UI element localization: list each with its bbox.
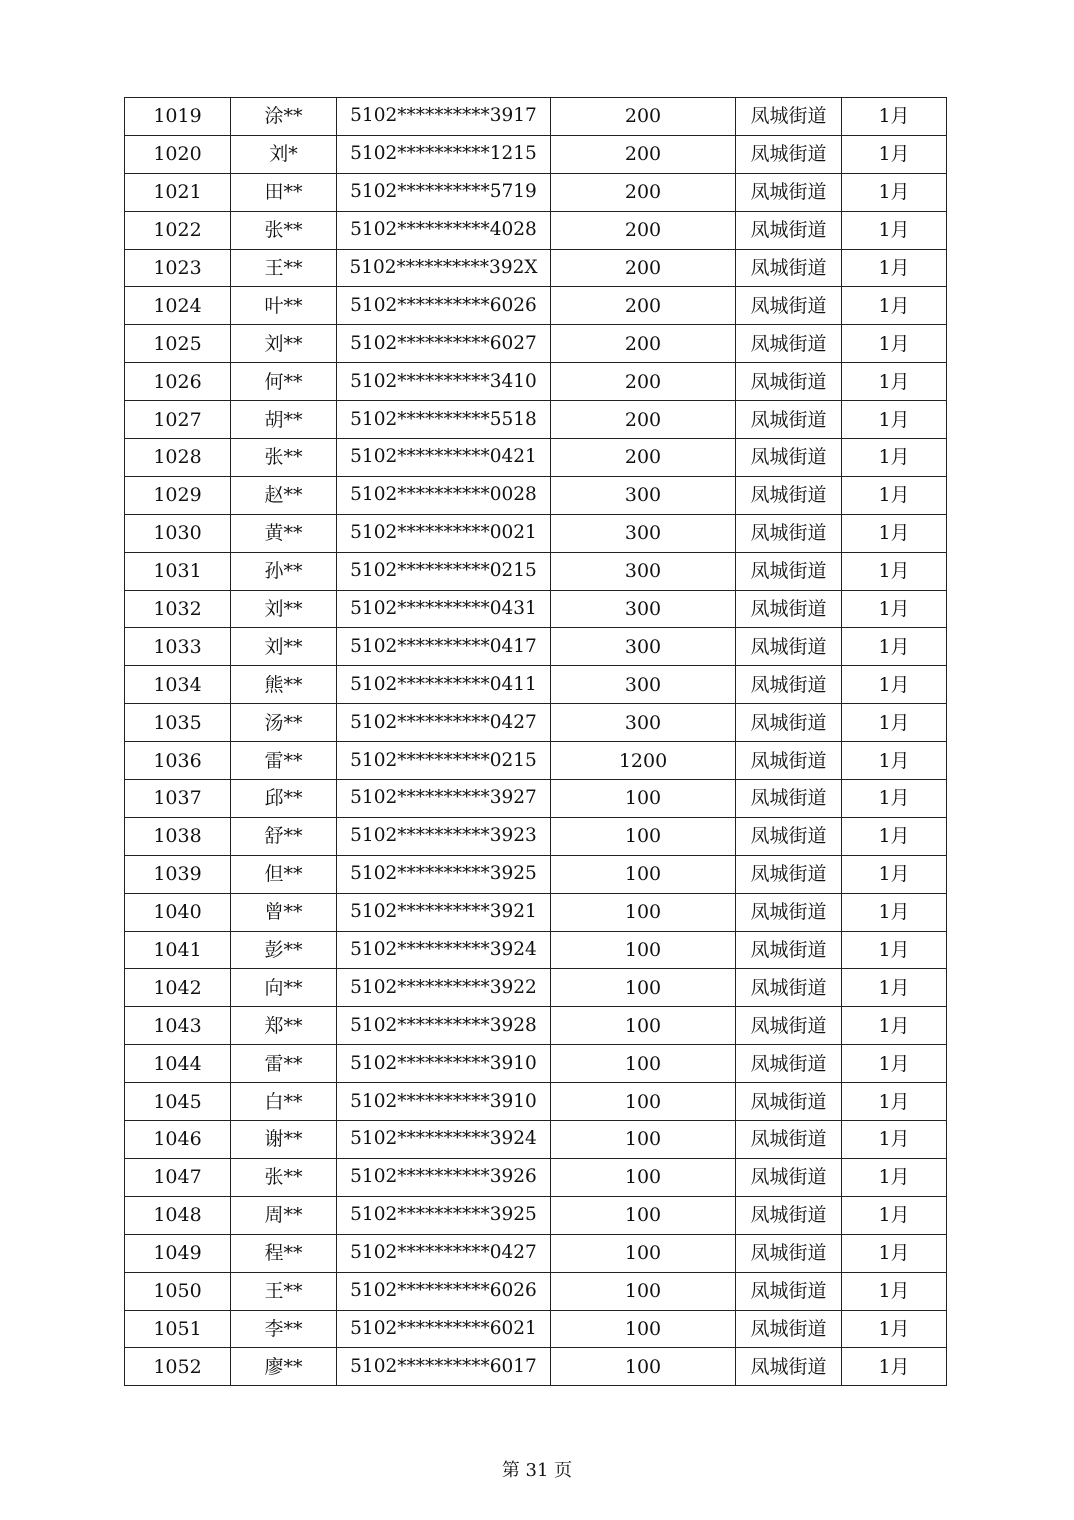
cell-id-number: 5102**********6021 (337, 1310, 551, 1348)
cell-month: 1月 (842, 476, 947, 514)
cell-number: 1046 (125, 1121, 231, 1159)
cell-number: 1037 (125, 780, 231, 818)
table-row (125, 855, 947, 893)
cell-street: 凤城街道 (736, 1045, 842, 1083)
table-row (125, 439, 947, 477)
subsidy-table (124, 97, 947, 1386)
cell-month: 1月 (842, 855, 947, 893)
cell-amount: 100 (551, 855, 736, 893)
cell-amount: 100 (551, 1007, 736, 1045)
cell-amount: 100 (551, 893, 736, 931)
cell-id-number: 5102**********3928 (337, 1007, 551, 1045)
cell-id-number: 5102**********0215 (337, 552, 551, 590)
cell-month: 1月 (842, 552, 947, 590)
cell-amount: 200 (551, 211, 736, 249)
cell-amount: 200 (551, 173, 736, 211)
table-row (125, 817, 947, 855)
cell-street: 凤城街道 (736, 931, 842, 969)
cell-name: 向** (231, 969, 337, 1007)
table-row (125, 1083, 947, 1121)
cell-number: 1033 (125, 628, 231, 666)
cell-name: 廖** (231, 1348, 337, 1386)
cell-number: 1029 (125, 476, 231, 514)
cell-street: 凤城街道 (736, 98, 842, 136)
cell-name: 刘** (231, 325, 337, 363)
cell-name: 熊** (231, 666, 337, 704)
cell-id-number: 5102**********6017 (337, 1348, 551, 1386)
cell-name: 叶** (231, 287, 337, 325)
cell-number: 1038 (125, 817, 231, 855)
cell-name: 雷** (231, 742, 337, 780)
table-row (125, 1348, 947, 1386)
cell-amount: 100 (551, 969, 736, 1007)
cell-number: 1023 (125, 249, 231, 287)
cell-id-number: 5102**********3910 (337, 1083, 551, 1121)
cell-month: 1月 (842, 249, 947, 287)
cell-amount: 300 (551, 590, 736, 628)
cell-name: 何** (231, 363, 337, 401)
table-row (125, 135, 947, 173)
cell-month: 1月 (842, 135, 947, 173)
cell-street: 凤城街道 (736, 817, 842, 855)
cell-id-number: 5102**********3921 (337, 893, 551, 931)
cell-month: 1月 (842, 173, 947, 211)
cell-month: 1月 (842, 287, 947, 325)
cell-id-number: 5102**********3925 (337, 1196, 551, 1234)
cell-id-number: 5102**********3917 (337, 98, 551, 136)
cell-amount: 200 (551, 401, 736, 439)
cell-number: 1026 (125, 363, 231, 401)
cell-id-number: 5102**********6026 (337, 287, 551, 325)
cell-amount: 300 (551, 476, 736, 514)
table-row (125, 1196, 947, 1234)
cell-month: 1月 (842, 363, 947, 401)
cell-number: 1021 (125, 173, 231, 211)
cell-name: 王** (231, 249, 337, 287)
cell-street: 凤城街道 (736, 1196, 842, 1234)
cell-name: 舒** (231, 817, 337, 855)
cell-amount: 100 (551, 817, 736, 855)
cell-id-number: 5102**********5719 (337, 173, 551, 211)
cell-number: 1051 (125, 1310, 231, 1348)
cell-name: 张** (231, 211, 337, 249)
cell-street: 凤城街道 (736, 1272, 842, 1310)
cell-street: 凤城街道 (736, 855, 842, 893)
cell-number: 1036 (125, 742, 231, 780)
cell-number: 1048 (125, 1196, 231, 1234)
cell-number: 1041 (125, 931, 231, 969)
cell-month: 1月 (842, 893, 947, 931)
cell-street: 凤城街道 (736, 742, 842, 780)
table-row (125, 325, 947, 363)
cell-name: 彭** (231, 931, 337, 969)
cell-number: 1025 (125, 325, 231, 363)
cell-number: 1032 (125, 590, 231, 628)
cell-street: 凤城街道 (736, 628, 842, 666)
cell-id-number: 5102**********0021 (337, 514, 551, 552)
cell-month: 1月 (842, 514, 947, 552)
table-row (125, 1158, 947, 1196)
cell-name: 王** (231, 1272, 337, 1310)
cell-month: 1月 (842, 666, 947, 704)
cell-id-number: 5102**********3926 (337, 1158, 551, 1196)
cell-amount: 200 (551, 325, 736, 363)
cell-id-number: 5102**********4028 (337, 211, 551, 249)
cell-id-number: 5102**********6026 (337, 1272, 551, 1310)
cell-name: 但** (231, 855, 337, 893)
cell-amount: 200 (551, 249, 736, 287)
cell-amount: 300 (551, 704, 736, 742)
cell-street: 凤城街道 (736, 325, 842, 363)
cell-street: 凤城街道 (736, 439, 842, 477)
cell-street: 凤城街道 (736, 401, 842, 439)
cell-id-number: 5102**********5518 (337, 401, 551, 439)
table-row (125, 287, 947, 325)
cell-number: 1022 (125, 211, 231, 249)
cell-id-number: 5102**********392X (337, 249, 551, 287)
cell-number: 1052 (125, 1348, 231, 1386)
table-row (125, 666, 947, 704)
cell-id-number: 5102**********0421 (337, 439, 551, 477)
cell-month: 1月 (842, 1083, 947, 1121)
cell-street: 凤城街道 (736, 552, 842, 590)
cell-name: 刘** (231, 590, 337, 628)
cell-amount: 100 (551, 1348, 736, 1386)
cell-id-number: 5102**********3410 (337, 363, 551, 401)
cell-street: 凤城街道 (736, 1310, 842, 1348)
cell-amount: 300 (551, 514, 736, 552)
table-row (125, 514, 947, 552)
cell-number: 1035 (125, 704, 231, 742)
cell-number: 1039 (125, 855, 231, 893)
cell-street: 凤城街道 (736, 135, 842, 173)
cell-name: 田** (231, 173, 337, 211)
cell-number: 1020 (125, 135, 231, 173)
cell-street: 凤城街道 (736, 780, 842, 818)
cell-street: 凤城街道 (736, 969, 842, 1007)
cell-name: 张** (231, 439, 337, 477)
cell-amount: 300 (551, 552, 736, 590)
cell-street: 凤城街道 (736, 1348, 842, 1386)
cell-name: 邱** (231, 780, 337, 818)
cell-name: 周** (231, 1196, 337, 1234)
cell-name: 汤** (231, 704, 337, 742)
table-row (125, 780, 947, 818)
cell-amount: 100 (551, 1310, 736, 1348)
cell-id-number: 5102**********0028 (337, 476, 551, 514)
cell-name: 黄** (231, 514, 337, 552)
cell-month: 1月 (842, 628, 947, 666)
table-row (125, 1121, 947, 1159)
cell-amount: 200 (551, 135, 736, 173)
table-row (125, 552, 947, 590)
cell-amount: 300 (551, 666, 736, 704)
cell-street: 凤城街道 (736, 1083, 842, 1121)
cell-id-number: 5102**********0411 (337, 666, 551, 704)
table-row (125, 1272, 947, 1310)
cell-number: 1050 (125, 1272, 231, 1310)
cell-name: 李** (231, 1310, 337, 1348)
table-row (125, 1045, 947, 1083)
table-row (125, 476, 947, 514)
cell-street: 凤城街道 (736, 249, 842, 287)
table-row (125, 249, 947, 287)
cell-month: 1月 (842, 1158, 947, 1196)
cell-name: 雷** (231, 1045, 337, 1083)
cell-amount: 200 (551, 287, 736, 325)
cell-month: 1月 (842, 211, 947, 249)
table-body (125, 98, 947, 1386)
cell-amount: 100 (551, 1121, 736, 1159)
cell-number: 1031 (125, 552, 231, 590)
cell-id-number: 5102**********3910 (337, 1045, 551, 1083)
cell-month: 1月 (842, 704, 947, 742)
table-row (125, 363, 947, 401)
cell-month: 1月 (842, 401, 947, 439)
cell-number: 1030 (125, 514, 231, 552)
cell-id-number: 5102**********0427 (337, 1234, 551, 1272)
cell-amount: 200 (551, 98, 736, 136)
cell-street: 凤城街道 (736, 1007, 842, 1045)
cell-number: 1028 (125, 439, 231, 477)
cell-month: 1月 (842, 1007, 947, 1045)
table-row (125, 98, 947, 136)
cell-amount: 100 (551, 1234, 736, 1272)
cell-id-number: 5102**********3925 (337, 855, 551, 893)
cell-name: 孙** (231, 552, 337, 590)
cell-street: 凤城街道 (736, 173, 842, 211)
table-row (125, 931, 947, 969)
table-row (125, 590, 947, 628)
cell-id-number: 5102**********3927 (337, 780, 551, 818)
cell-month: 1月 (842, 439, 947, 477)
cell-amount: 100 (551, 1158, 736, 1196)
table-row (125, 742, 947, 780)
subsidy-table-container (124, 97, 947, 1386)
cell-name: 张** (231, 1158, 337, 1196)
cell-id-number: 5102**********0431 (337, 590, 551, 628)
cell-id-number: 5102**********0215 (337, 742, 551, 780)
cell-amount: 1200 (551, 742, 736, 780)
cell-name: 胡** (231, 401, 337, 439)
table-row (125, 704, 947, 742)
table-row (125, 401, 947, 439)
cell-id-number: 5102**********0417 (337, 628, 551, 666)
cell-street: 凤城街道 (736, 211, 842, 249)
cell-street: 凤城街道 (736, 893, 842, 931)
cell-name: 程** (231, 1234, 337, 1272)
table-row (125, 1310, 947, 1348)
table-row (125, 969, 947, 1007)
cell-amount: 200 (551, 439, 736, 477)
cell-number: 1043 (125, 1007, 231, 1045)
cell-amount: 100 (551, 1083, 736, 1121)
cell-number: 1044 (125, 1045, 231, 1083)
cell-street: 凤城街道 (736, 1234, 842, 1272)
cell-month: 1月 (842, 817, 947, 855)
cell-number: 1034 (125, 666, 231, 704)
cell-amount: 100 (551, 1196, 736, 1234)
cell-month: 1月 (842, 1121, 947, 1159)
cell-amount: 100 (551, 1045, 736, 1083)
table-row (125, 173, 947, 211)
cell-street: 凤城街道 (736, 590, 842, 628)
table-row (125, 628, 947, 666)
cell-month: 1月 (842, 1310, 947, 1348)
cell-amount: 100 (551, 1272, 736, 1310)
cell-name: 赵** (231, 476, 337, 514)
cell-number: 1040 (125, 893, 231, 931)
cell-street: 凤城街道 (736, 666, 842, 704)
cell-street: 凤城街道 (736, 704, 842, 742)
cell-street: 凤城街道 (736, 363, 842, 401)
cell-id-number: 5102**********3924 (337, 931, 551, 969)
cell-amount: 200 (551, 363, 736, 401)
cell-month: 1月 (842, 742, 947, 780)
table-row (125, 1234, 947, 1272)
table-row (125, 211, 947, 249)
cell-number: 1042 (125, 969, 231, 1007)
cell-name: 涂** (231, 98, 337, 136)
cell-month: 1月 (842, 1272, 947, 1310)
cell-street: 凤城街道 (736, 1121, 842, 1159)
cell-month: 1月 (842, 1234, 947, 1272)
cell-month: 1月 (842, 325, 947, 363)
table-row (125, 1007, 947, 1045)
cell-id-number: 5102**********3923 (337, 817, 551, 855)
cell-id-number: 5102**********6027 (337, 325, 551, 363)
page-number: 第 31 页 (501, 1460, 573, 1481)
cell-month: 1月 (842, 1196, 947, 1234)
cell-month: 1月 (842, 1348, 947, 1386)
cell-street: 凤城街道 (736, 287, 842, 325)
cell-street: 凤城街道 (736, 476, 842, 514)
cell-id-number: 5102**********3922 (337, 969, 551, 1007)
cell-month: 1月 (842, 98, 947, 136)
cell-number: 1019 (125, 98, 231, 136)
cell-street: 凤城街道 (736, 1158, 842, 1196)
cell-amount: 100 (551, 780, 736, 818)
cell-month: 1月 (842, 931, 947, 969)
cell-name: 刘* (231, 135, 337, 173)
cell-number: 1047 (125, 1158, 231, 1196)
cell-number: 1045 (125, 1083, 231, 1121)
cell-id-number: 5102**********0427 (337, 704, 551, 742)
cell-street: 凤城街道 (736, 514, 842, 552)
cell-month: 1月 (842, 780, 947, 818)
cell-name: 郑** (231, 1007, 337, 1045)
cell-id-number: 5102**********3924 (337, 1121, 551, 1159)
cell-name: 谢** (231, 1121, 337, 1159)
cell-id-number: 5102**********1215 (337, 135, 551, 173)
cell-amount: 100 (551, 931, 736, 969)
cell-month: 1月 (842, 969, 947, 1007)
cell-number: 1027 (125, 401, 231, 439)
cell-month: 1月 (842, 590, 947, 628)
cell-name: 白** (231, 1083, 337, 1121)
cell-amount: 300 (551, 628, 736, 666)
cell-number: 1024 (125, 287, 231, 325)
table-row (125, 893, 947, 931)
cell-number: 1049 (125, 1234, 231, 1272)
cell-name: 刘** (231, 628, 337, 666)
cell-name: 曾** (231, 893, 337, 931)
cell-month: 1月 (842, 1045, 947, 1083)
